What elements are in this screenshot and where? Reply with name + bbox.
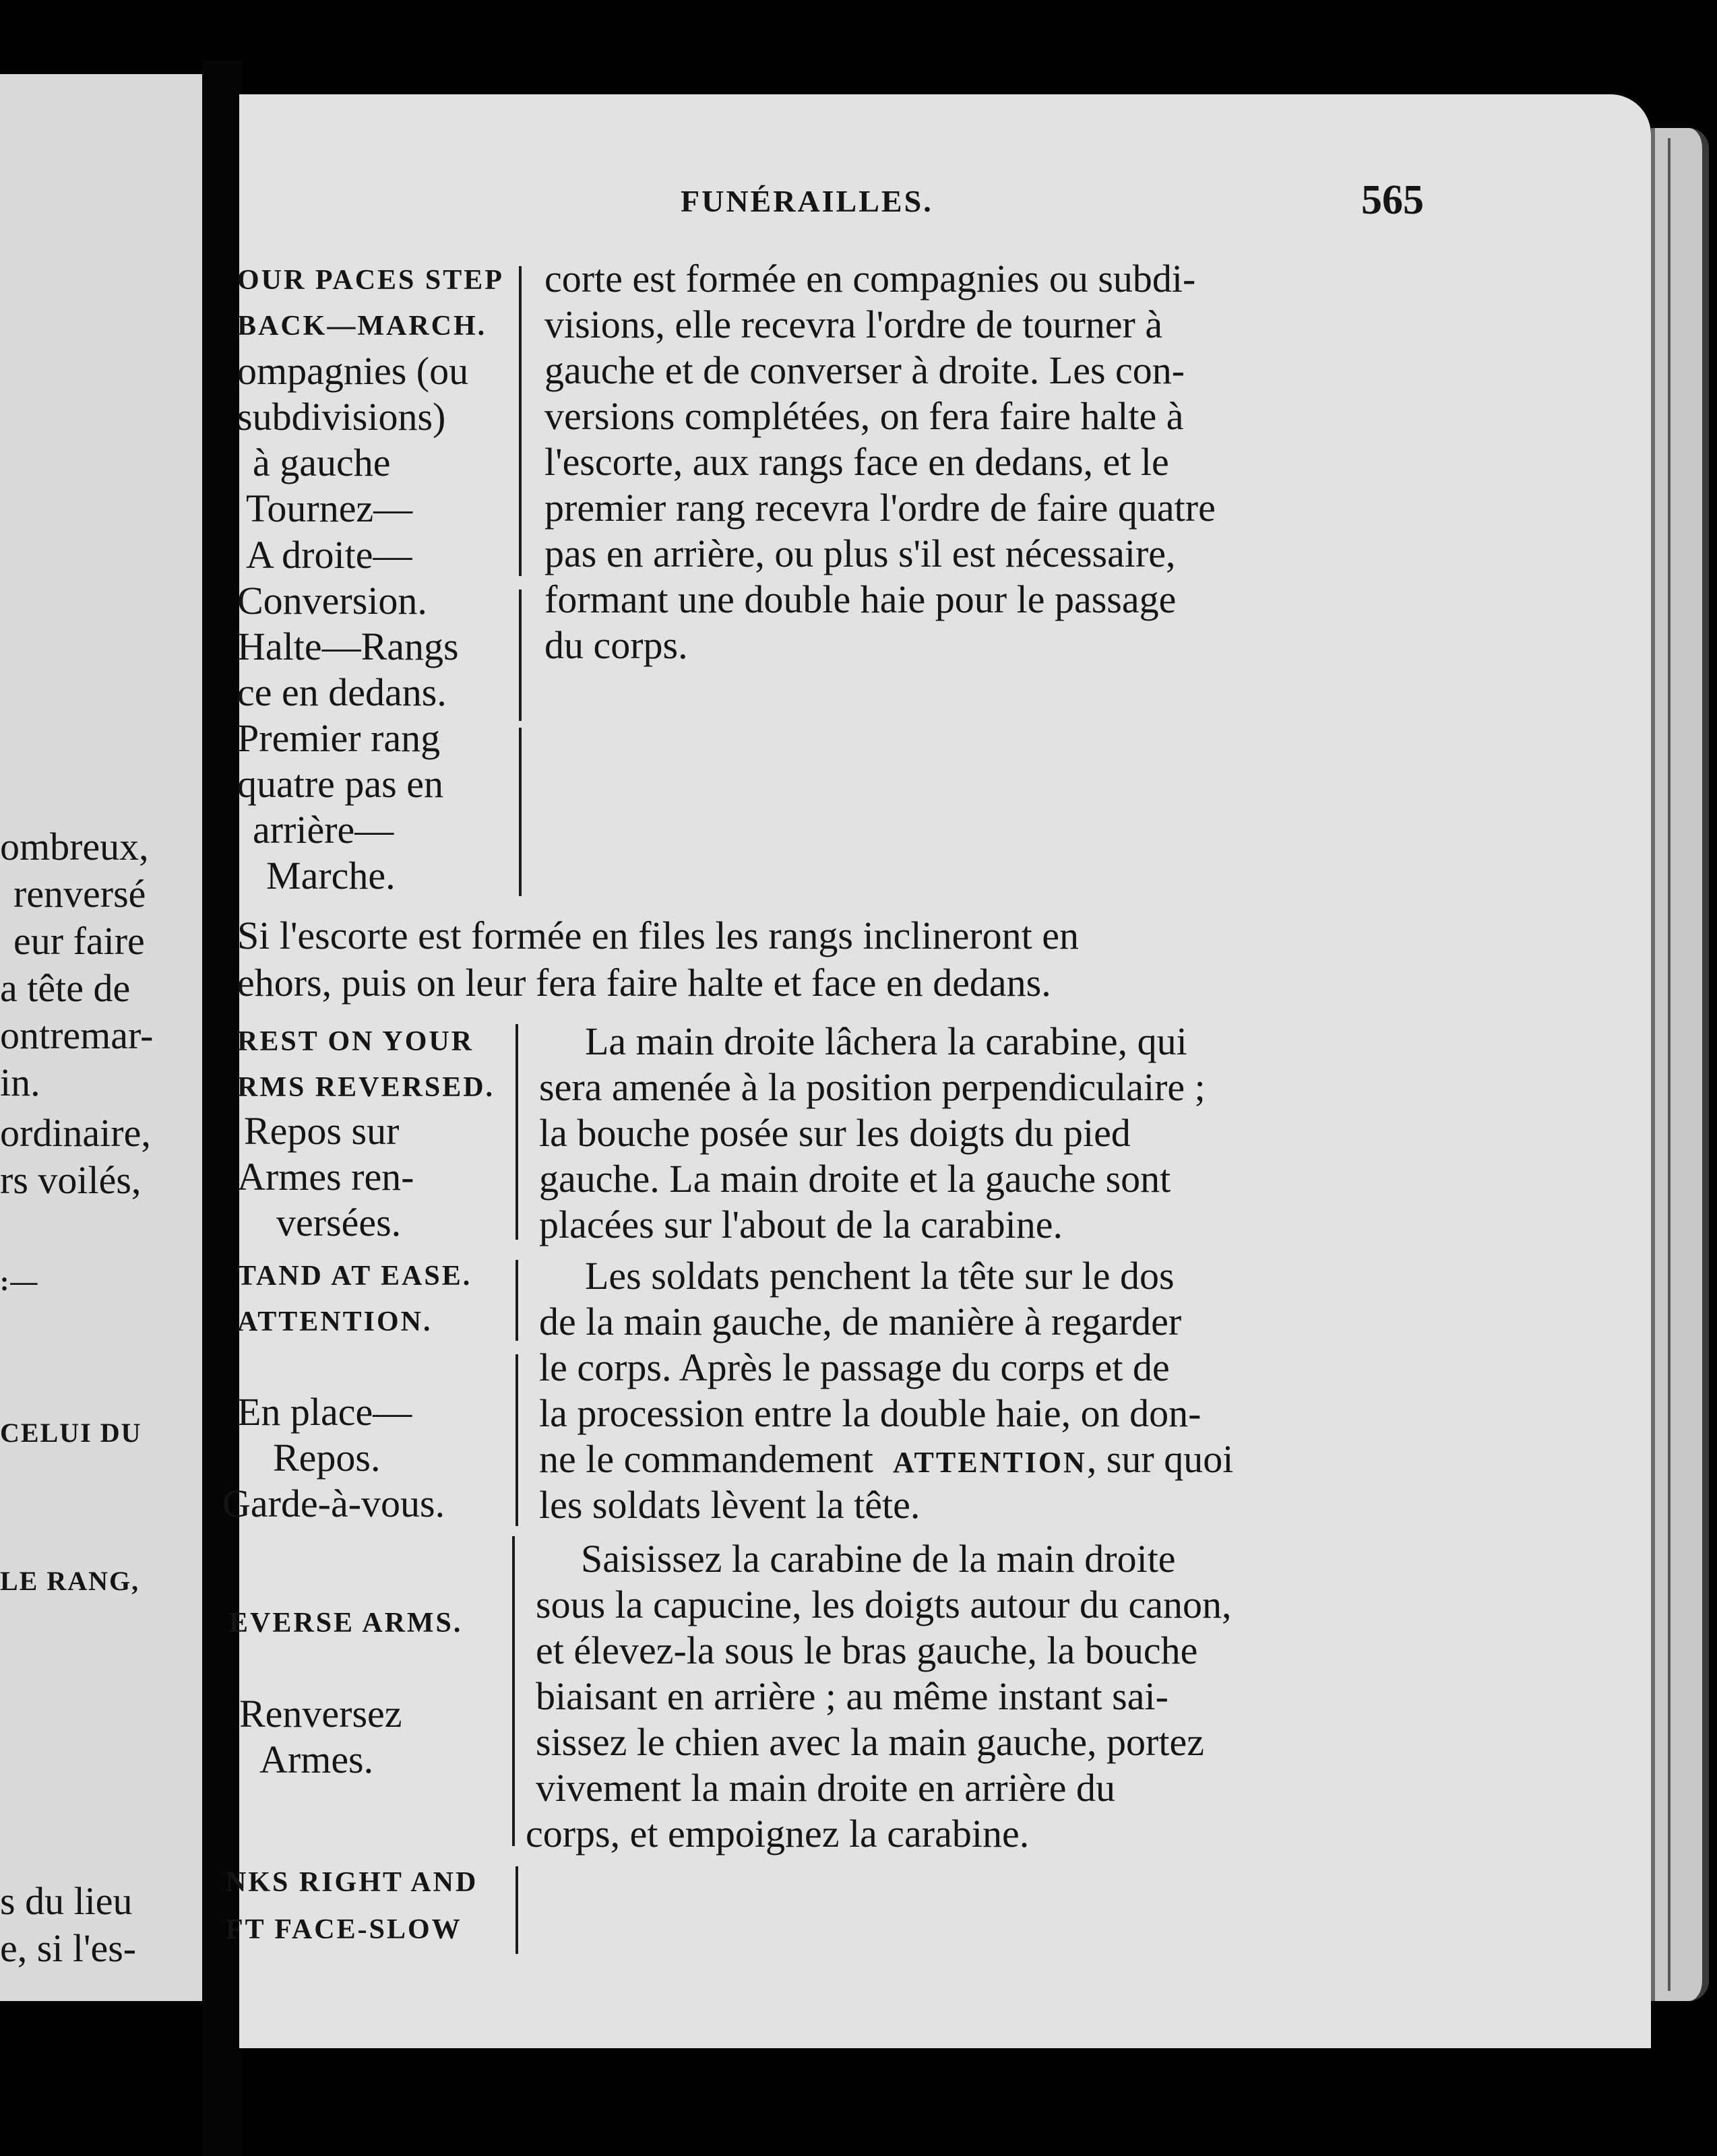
bracket-rule <box>519 266 522 576</box>
left-page-line: in. <box>0 1060 40 1104</box>
margin-command: Premier rang <box>237 716 441 760</box>
body-text-line: premier rang recevra l'ordre de faire quatre <box>544 486 1216 530</box>
page-edge-line <box>1668 138 1677 1991</box>
book-gutter <box>202 61 243 2156</box>
margin-command: à gauche <box>253 441 391 484</box>
body-text-line: sous la capucine, les doigts autour du canon, <box>536 1583 1232 1626</box>
margin-command: RMS REVERSED. <box>237 1072 495 1103</box>
margin-command: Armes ren- <box>237 1155 414 1199</box>
margin-command: REST ON YOUR <box>237 1026 474 1057</box>
command-smallcaps: ATTENTION <box>893 1446 1087 1479</box>
body-text-line: corps, et empoignez la carabine. <box>526 1812 1030 1856</box>
body-text-line: la procession entre la double haie, on don- <box>539 1391 1201 1435</box>
body-text-line: sissez le chien avec la main gauche, portez <box>536 1720 1204 1764</box>
body-text-line: Saisissez la carabine de la main droite <box>581 1537 1176 1581</box>
body-text-line: le corps. Après le passage du corps et de <box>539 1345 1170 1389</box>
margin-command: EVERSE ARMS. <box>229 1608 463 1639</box>
left-page-line: CELUI DU <box>0 1418 142 1448</box>
page-edges <box>1651 128 1709 2001</box>
left-page-line: eur faire <box>13 919 145 963</box>
margin-command: BACK—MARCH. <box>237 311 487 342</box>
left-page-line: :— <box>0 1266 39 1296</box>
margin-command: Repos. <box>273 1436 381 1480</box>
body-text-line: formant une double haie pour le passage <box>544 577 1177 621</box>
left-page-line: ontremar- <box>0 1013 154 1057</box>
margin-command: Marche. <box>266 854 396 897</box>
margin-command: En place— <box>237 1390 412 1434</box>
margin-command: OUR PACES STEP <box>237 265 504 296</box>
body-text-line: vivement la main droite en arrière du <box>536 1766 1115 1810</box>
bracket-rule <box>512 1536 515 1846</box>
left-page-line: rs voilés, <box>0 1158 142 1202</box>
margin-command: ompagnies (ou <box>237 349 469 393</box>
margin-command: FT FACE-SLOW <box>226 1914 462 1945</box>
body-text-line: versions complétées, on fera faire halte à <box>544 394 1184 438</box>
bracket-rule <box>519 728 522 896</box>
body-text-line <box>539 1436 1233 1486</box>
bracket-rule <box>516 1260 518 1341</box>
margin-command: ATTENTION. <box>237 1306 433 1337</box>
body-text-line: ehors, puis on leur fera faire halte et face en dedans. <box>237 961 1051 1005</box>
margin-command: A droite— <box>246 533 412 577</box>
bracket-rule <box>516 1024 518 1240</box>
body-text-line: la bouche posée sur les doigts du pied <box>539 1111 1131 1155</box>
body-text-line: placées sur l'about de la carabine. <box>539 1203 1063 1246</box>
body-text-line: de la main gauche, de manière à regarder <box>539 1300 1182 1343</box>
margin-command: Renversez <box>239 1692 402 1736</box>
body-text-segment: , sur quoi <box>1086 1437 1234 1481</box>
body-text-line: l'escorte, aux rangs face en dedans, et le <box>544 440 1169 484</box>
body-text-line: gauche. La main droite et la gauche sont <box>539 1157 1171 1201</box>
body-text-line: pas en arrière, ou plus s'il est nécessaire, <box>544 532 1176 575</box>
body-text-line: gauche et de converser à droite. Les con- <box>544 348 1185 392</box>
bracket-rule <box>519 590 522 721</box>
body-text-line: du corps. <box>544 623 688 667</box>
bracket-rule <box>516 1354 518 1526</box>
body-text-line: Les soldats penchent la tête sur le dos <box>585 1254 1175 1298</box>
body-text-line: les soldats lèvent la tête. <box>539 1483 920 1527</box>
margin-command: Conversion. <box>237 579 427 623</box>
margin-command: NKS RIGHT AND <box>226 1867 478 1898</box>
margin-command: Halte—Rangs <box>237 625 459 668</box>
bracket-rule <box>516 1866 518 1954</box>
page-number: 565 <box>1361 177 1424 223</box>
body-text-line: visions, elle recevra l'ordre de tourner à <box>544 303 1163 346</box>
left-adjacent-page <box>0 74 202 2001</box>
body-text-line: sera amenée à la position perpendiculaire ; <box>539 1065 1206 1109</box>
left-page-line: e, si l'es- <box>0 1926 137 1970</box>
body-text-line: et élevez-la sous le bras gauche, la bouche <box>536 1628 1198 1672</box>
margin-command: subdivisions) <box>237 395 446 439</box>
margin-command: quatre pas en <box>237 762 443 806</box>
margin-command: Armes. <box>259 1738 374 1781</box>
left-page-line: ombreux, <box>0 825 149 868</box>
margin-command: ce en dedans. <box>237 670 447 714</box>
margin-command: Tournez— <box>246 486 413 530</box>
margin-command: TAND AT EASE. <box>237 1261 472 1292</box>
body-text-line: corte est formée en compagnies ou subdi- <box>544 257 1196 300</box>
left-page-line: a tête de <box>0 966 131 1010</box>
body-text-line: biaisant en arrière ; au même instant sai- <box>536 1674 1168 1718</box>
left-page-line: renversé <box>13 872 146 916</box>
left-page-line: ordinaire, <box>0 1111 151 1155</box>
body-text-line: Si l'escorte est formée en files les rangs inclineront en <box>237 914 1079 957</box>
margin-command: arrière— <box>253 808 394 852</box>
body-text-segment: ne le commandement <box>539 1437 874 1481</box>
left-page-line: s du lieu <box>0 1879 133 1923</box>
margin-command: Garde-à-vous. <box>222 1482 445 1525</box>
margin-command: versées. <box>276 1201 402 1244</box>
running-header: FUNÉRAILLES. <box>681 184 933 218</box>
left-page-line: LE RANG, <box>0 1566 140 1596</box>
margin-command: Repos sur <box>244 1109 400 1153</box>
body-text-line: La main droite lâchera la carabine, qui <box>585 1019 1187 1063</box>
